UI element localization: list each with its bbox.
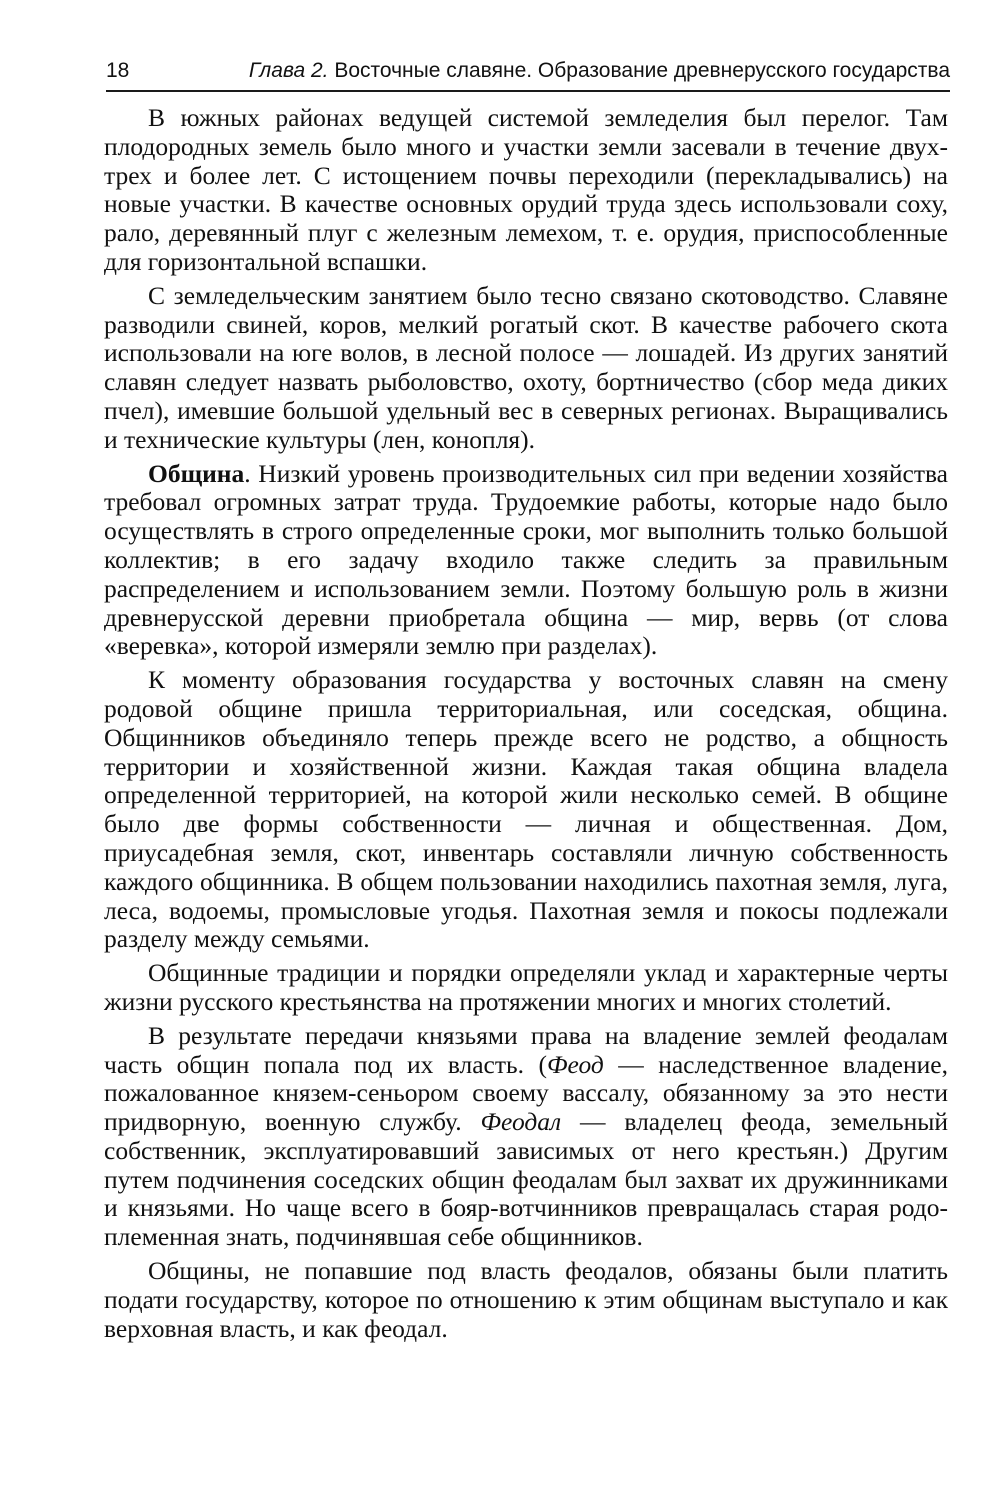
term-feodal: Феодал <box>480 1107 562 1137</box>
paragraph-territorial-community: К моменту образования государства у восточных славян на смену родовой общине пришла территориальная, или соседская, община. Общинников объединяло теперь прежде всего не родство, а общность территории и хозяйственной жизни. Каждая такая община владела определенной территорией, на которой жили несколько семей. В общине было две формы собственности — личная и общественная. Дом, приусадебная земля, скот, инвентарь составляли личную собственность каждого общинника. В общем пользовании находились пахотная земля, луга, леса, водоемы, промысловые угодья. Пахотная земля и покосы подлежали разделу между семьями. <box>104 665 948 954</box>
paragraph-community: Община. Низкий уровень производительных сил при ведении хозяйства требовал огромных затрат труда. Трудоемкие работы, которые надо было осуществлять в строго определенные сроки, мог выполнить только большой коллектив; в его задачу входило также следить за правильным распределением и использованием земли. Поэтому большую роль в жизни древнерусской деревни приобретала община — мир, вервь (от слова «веревка», которой измеряли землю при разделах). <box>104 458 948 661</box>
section-heading-community: Община <box>148 458 245 488</box>
paragraph-farming: В южных районах ведущей системой земледелия был перелог. Там плодородных земель было много и участки земли засевали в течение двух-трех и более лет. С истощением почвы переходили (перекладывались) на новые участки. В качестве основных орудий труда здесь использовали соху, рало, деревянный плуг с железным лемехом, т. е. орудия, приспособленные для горизонтальной вспашки. <box>104 103 948 276</box>
chapter-label: Глава 2. <box>248 59 329 82</box>
paragraph-traditions: Общинные традиции и порядки определяли уклад и характерные черты жизни русского крестьянства на протяжении многих и многих столетий. <box>104 958 948 1016</box>
body-text <box>104 104 948 1348</box>
page-number: 18 <box>106 59 130 82</box>
paragraph-free-communities: Общины, не попавшие под власть феодалов, обязаны были платить подати государству, которое по отношению к этим общинам выступало и как верховная власть, и как феодал. <box>104 1256 948 1343</box>
running-head <box>249 59 950 83</box>
page-header <box>106 56 950 92</box>
paragraph-feudal: В результате передачи князьями права на владение землей феодалам часть общин попала под их власть. (Феод — наследственное владение, пожалованное князем-сеньором своему вассалу, обязанному за это нести придворную, военную службу. Феодал — владелец феода, земельный собственник, эксплуатировавший зависимых от него крестьян.) Другим путем подчинения соседских общин феодалам был захват их дружинниками и князьями. Но чаще всего в бояр-вотчинников превращалась старая родо-племенная знать, подчинявшая себе общинников. <box>104 1020 948 1252</box>
chapter-title: Восточные славяне. Образование древнерусского государства <box>328 59 950 82</box>
paragraph-livestock: С земледельческим занятием было тесно связано скотоводство. Славяне разводили свиней, коров, мелкий рогатый скот. В качестве рабочего скота использовали на юге волов, в лесной полосе — лошадей. Из других занятий славян следует назвать рыболовство, охоту, бортничество (сбор меда диких пчел), имевшие большой удельный вес в северных регионах. Выращивались и технические культуры (лен, конопля). <box>104 280 948 454</box>
term-feod: Феод <box>546 1049 604 1079</box>
